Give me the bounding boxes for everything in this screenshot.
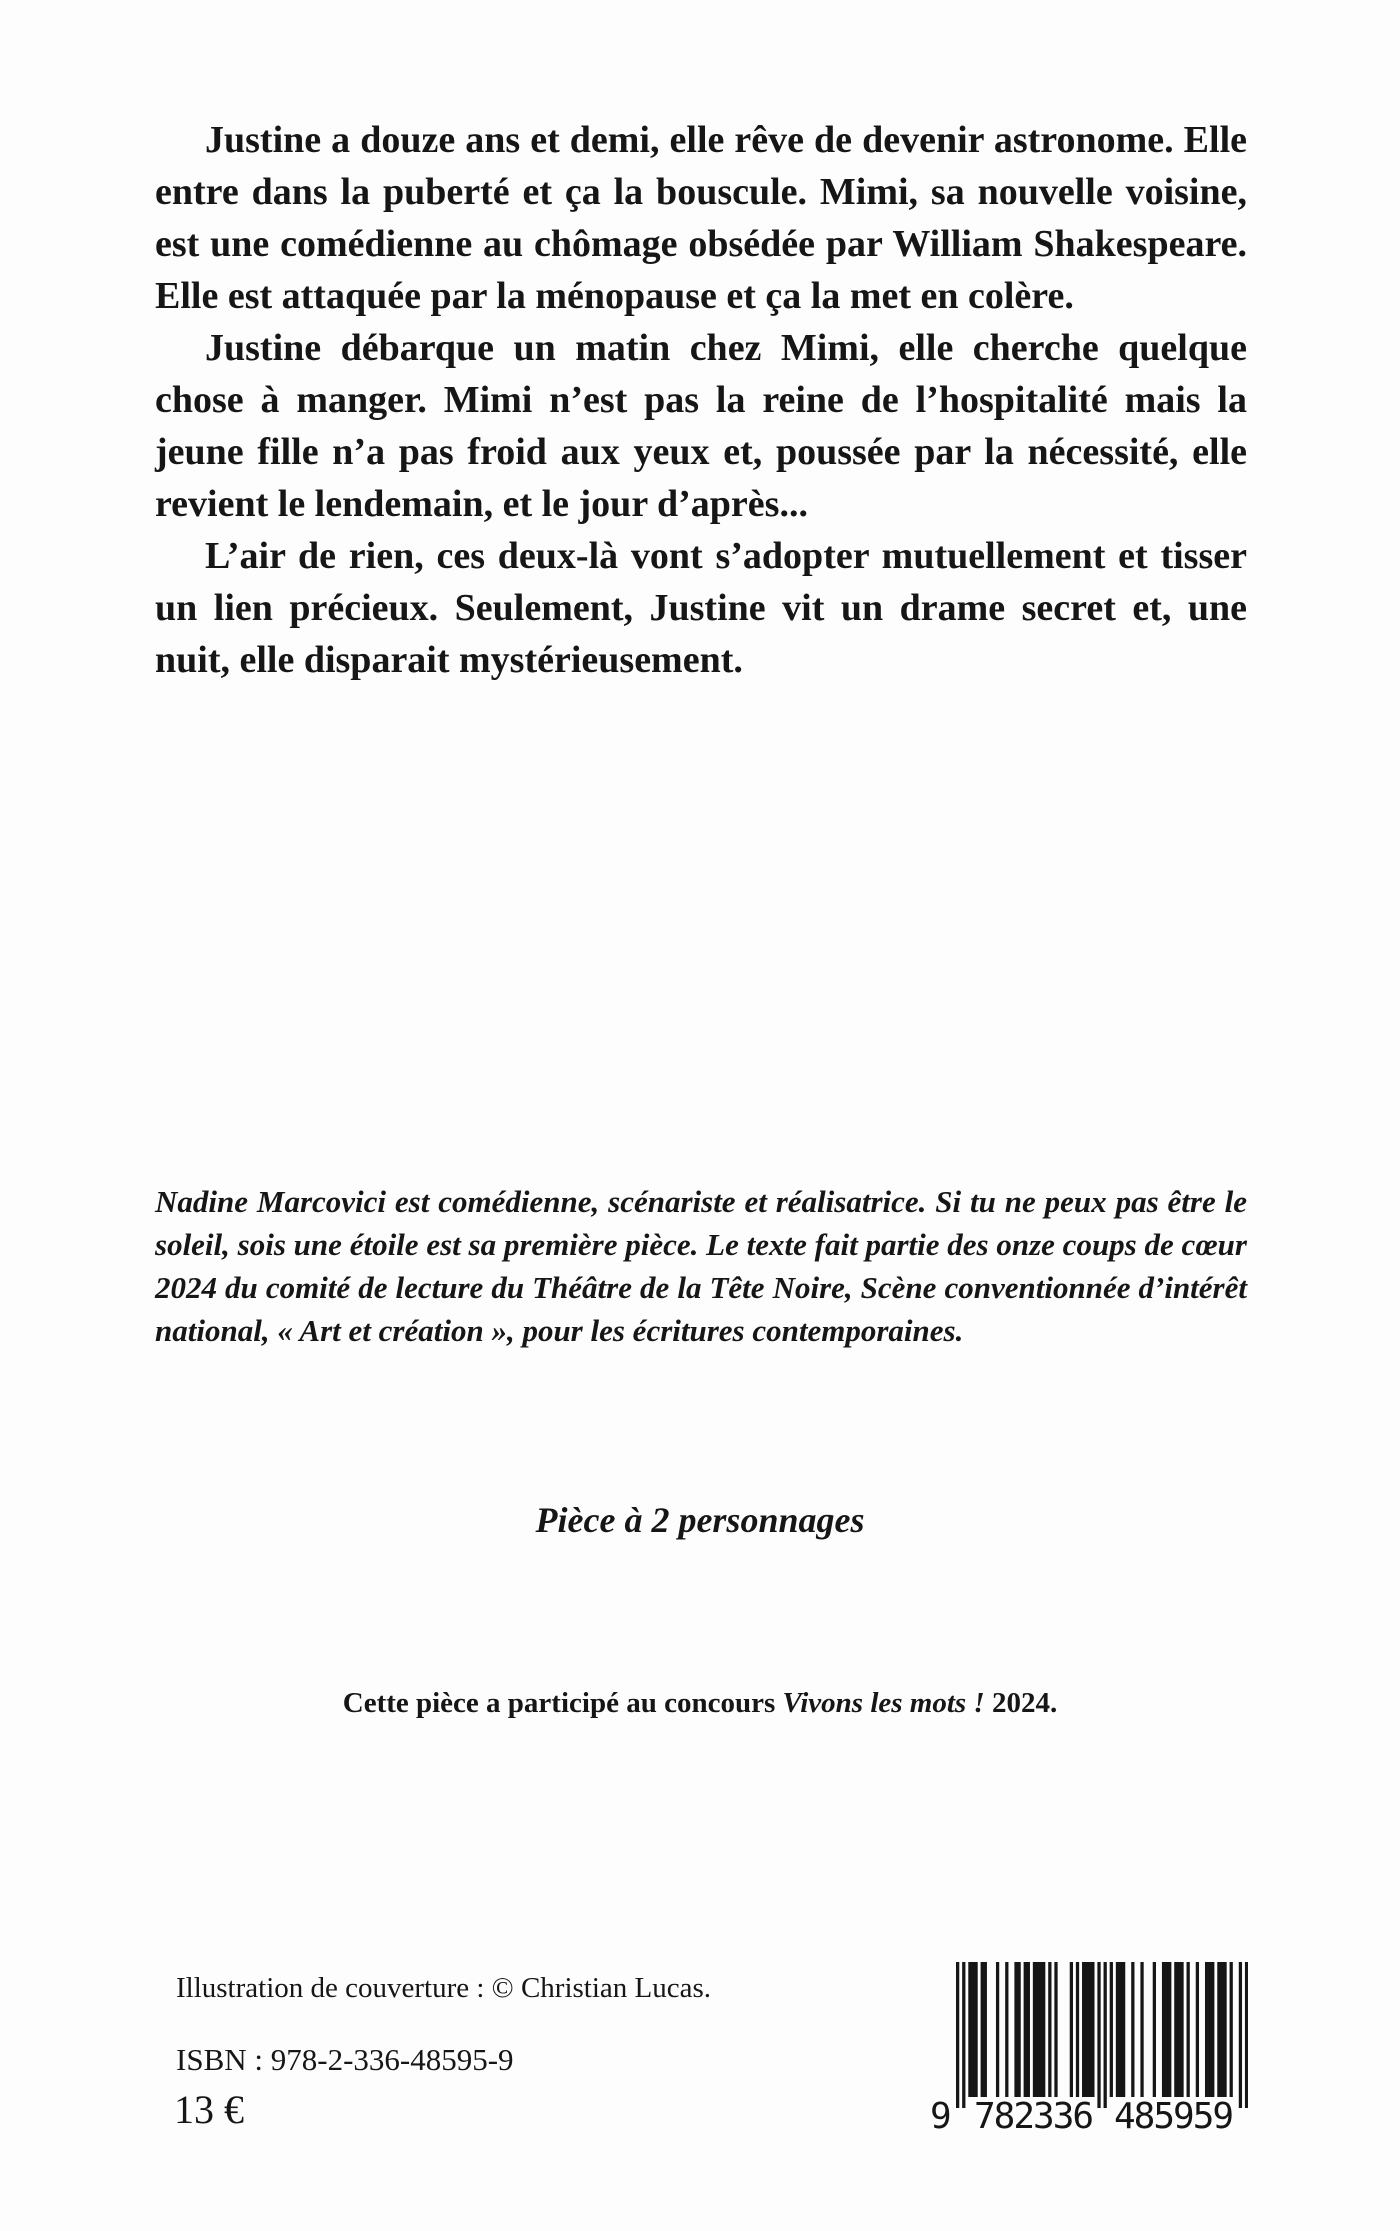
price: 13 € — [174, 2087, 244, 2132]
author-bio: Nadine Marcovici est comédienne, scénariste et réalisatrice. Si tu ne peux pas être le soleil, sois une étoile est sa première pièce. Le texte fait partie des onze coups de cœur 2024 du comité de lecture du Théâtre de la Tête Noire, Scène conventionnée d’intérêt national, « Art et création », pour les écritures contemporaines. — [155, 1184, 1247, 1348]
isbn-number: ISBN : 978-2-336-48595-9 — [176, 2042, 514, 2077]
contest-title: Vivons les mots ! — [782, 1687, 985, 1719]
contest-note — [0, 1684, 1400, 1722]
synopsis-paragraph-3: L’air de rien, ces deux-là vont s’adopter mutuellement et tisser un lien précieux. Seulement, Justine vit un drame secret et, une nuit, elle disparait mystérieusement. — [155, 535, 1247, 681]
illustration-credit: Illustration de couverture : © Christian Lucas. — [176, 1972, 712, 2004]
synopsis — [155, 114, 1247, 686]
ean13-barcode — [930, 1962, 1260, 2142]
barcode-digit-group-2: 782336 — [974, 2096, 1093, 2137]
barcode-bars — [956, 1962, 1248, 2108]
barcode-digit-group-3: 485959 — [1114, 2096, 1233, 2137]
cast-note: Pièce à 2 personnages — [535, 1500, 865, 1540]
synopsis-paragraph-2: Justine débarque un matin chez Mimi, elle cherche quelque chose à manger. Mimi n’est pas la reine de l’hospitalité mais la jeune fille n’a pas froid aux yeux et, poussée par la nécessité, elle revient le lendemain, et le jour d’après... — [155, 327, 1247, 525]
contest-note-suffix: 2024. — [984, 1687, 1058, 1719]
synopsis-paragraph-1: Justine a douze ans et demi, elle rêve de devenir astronome. Elle entre dans la puberté et ça la bouscule. Mimi, sa nouvelle voisine, est une comédienne au chômage obsédée par William Shakespeare. Elle est attaquée par la ménopause et ça la met en colère. — [155, 119, 1247, 317]
barcode-digit-group-1: 9 — [930, 2096, 950, 2137]
contest-note-prefix: Cette pièce a participé au concours — [342, 1687, 783, 1719]
